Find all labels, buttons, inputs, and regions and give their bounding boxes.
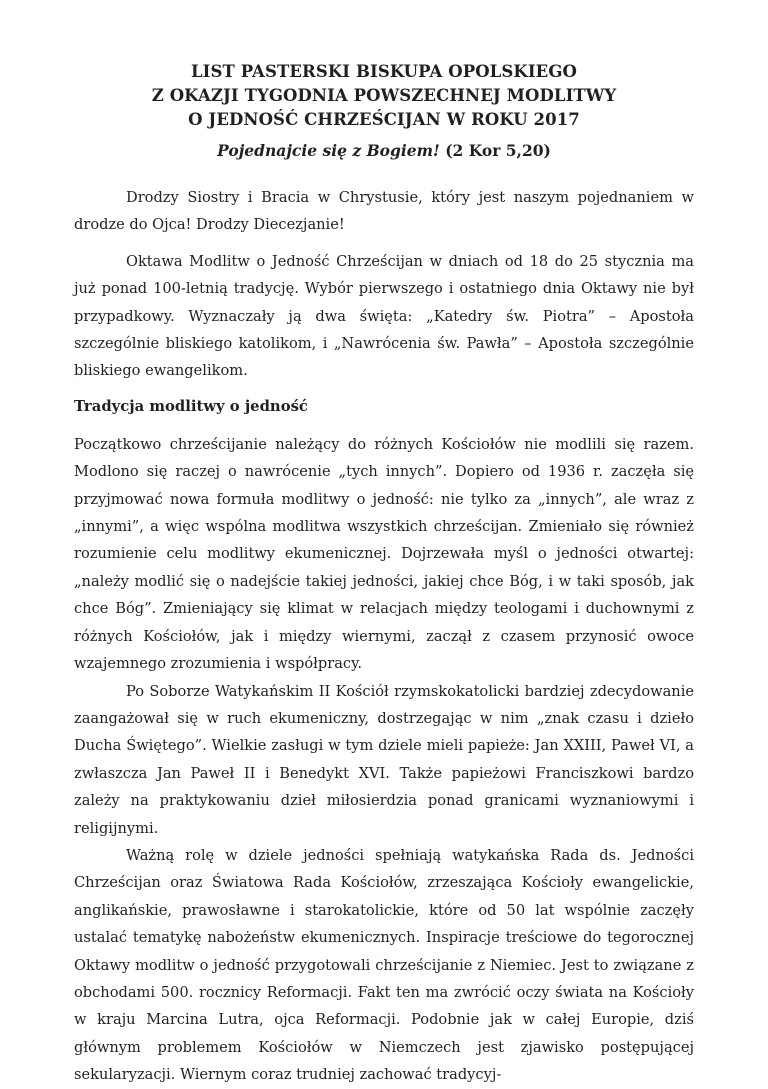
title-line-3: O JEDNOŚĆ CHRZEŚCIJAN W ROKU 2017	[188, 110, 580, 129]
paragraph-councils-role: Ważną rolę w dziele jedności spełniają watykańska Rada ds. Jedności Chrześcijan oraz Światowa Rada Kościołów, zrzeszająca Kościoły ewangelickie, anglikańskie, prawosławne i starokatolickie, które od 50 lat wspólnie zaczęły ustalać tematykę nabożeństw ekumenicznych. Inspiracje treściowe do tegorocznej Oktawy modlitw o jedność przygotowali chrześcijanie z Niemiec. Jest to związane z obchodami 500. rocznicy Reformacji. Fakt ten ma zwrócić oczy świata na Kościoły w kraju Marcina Lutra, ojca Reformacji. Podobnie jak w całej Europie, dziś głównym problemem Kościołów w Niemczech jest zjawisko postępującej sekularyzacji. Wiernym coraz trudniej zachować tradycyj-	[74, 846, 694, 1084]
paragraph-octave: Oktawa Modlitw o Jedność Chrześcijan w dniach od 18 do 25 stycznia ma już ponad 100-letnią tradycję. Wybór pierwszego i ostatniego dnia Oktawy nie był przypadkowy. Wyznaczały ją dwa święta: „Katedry św. Piotra” – Apostoła szczególnie bliskiego katolikom, i „Nawrócenia św. Pawła” – Apostoła szczególnie bliskiego ewangelikom.	[74, 252, 694, 380]
document-title	[74, 60, 694, 132]
title-line-1: LIST PASTERSKI BISKUPA OPOLSKIEGO	[190, 62, 577, 81]
motto-reference: (2 Kor 5,20)	[439, 141, 551, 160]
section-heading: Tradycja modlitwy o jedność	[74, 397, 308, 415]
motto-text: Pojednajcie się z Bogiem!	[217, 141, 440, 160]
paragraph-greeting: Drodzy Siostry i Bracia w Chrystusie, który jest naszym pojednaniem w drodze do Ojca! Drodzy Diecezjanie!	[74, 189, 694, 234]
paragraph-tradition: Początkowo chrześcijanie należący do różnych Kościołów nie modlili się razem. Modlono się raczej o nawrócenie „tych innych”. Dopiero od 1936 r. zaczęła się przyjmować nowa formuła modlitwy o jedność: nie tylko za „innych”, ale wraz z „innymi”, a więc wspólna modlitwa wszystkich chrześcijan. Zmieniało się również rozumienie celu modlitwy ekumenicznej. Dojrzewała myśl o jedności otwartej: „należy modlić się o nadejście takiej jedności, jakiej chce Bóg, i w taki sposób, jak chce Bóg”. Zmieniający się klimat w relacjach między teologami i duchownymi z różnych Kościołów, jak i między wiernymi, zaczął z czasem przynosić owoce wzajemnego zrozumienia i współpracy.	[74, 435, 694, 673]
paragraph-council: Po Soborze Watykańskim II Kościół rzymskokatolicki bardziej zdecydowanie zaangażował się w ruch ekumeniczny, dostrzegając w nim „znak czasu i dzieło Ducha Świętego”. Wielkie zasługi w tym dziele mieli papieże: Jan XXIII, Paweł VI, a zwłaszcza Jan Paweł II i Benedykt XVI. Także papieżowi Franciszkowi bardzo zależy na praktykowaniu dzieł miłosierdzia ponad granicami wyznaniowymi i religijnymi.	[74, 682, 694, 837]
motto	[74, 140, 694, 162]
title-line-2: Z OKAZJI TYGODNIA POWSZECHNEJ MODLITWY	[151, 86, 617, 105]
